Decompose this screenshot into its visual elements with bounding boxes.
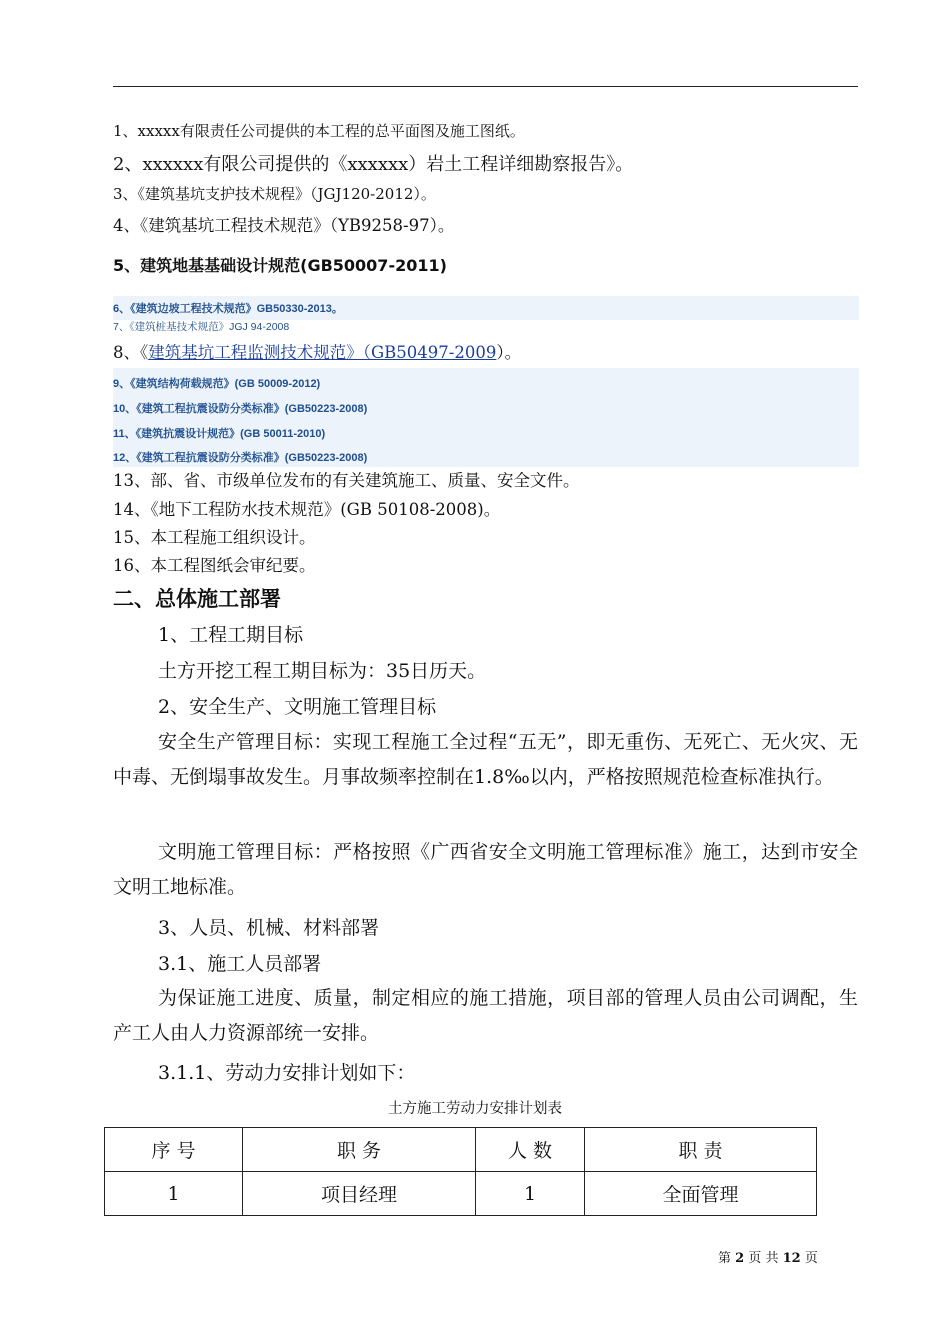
page-total: 12 (782, 1251, 801, 1266)
subheading-safety: 2、安全生产、文明施工管理目标 (158, 696, 437, 718)
ref-item-1: 1、xxxxx有限责任公司提供的本工程的总平面图及施工图纸。 (113, 122, 525, 140)
labor-table (104, 1127, 817, 1216)
header-no: 序 号 (105, 1128, 243, 1172)
section-heading: 二、总体施工部署 (113, 587, 281, 611)
header-rule (113, 86, 858, 87)
cell-duty: 全面管理 (585, 1172, 817, 1216)
cell-position: 项目经理 (243, 1172, 476, 1216)
table-header-row (105, 1128, 817, 1172)
safety-paragraph: 安全生产管理目标：实现工程施工全过程“五无”，即无重伤、无死亡、无火灾、无中毒、无倒塌事故发生。月事故频率控制在1.8‰以内，严格按照规范检查标准执行。 (113, 731, 858, 788)
ref-item-7: 7、《建筑桩基技术规范》JGJ 94-2008 (113, 321, 290, 333)
ref-item-11: 11、《建筑抗震设计规范》(GB 50011-2010) (113, 428, 326, 440)
ref-item-10: 10、《建筑工程抗震设防分类标准》(GB50223-2008) (113, 403, 368, 415)
table-row (105, 1172, 817, 1216)
subheading-resources: 3、人员、机械、材料部署 (158, 917, 380, 939)
ref-item-8-suffix: ）。 (496, 343, 522, 362)
ref-item-3: 3、《建筑基坑支护技术规程》（JGJ120-2012）。 (113, 185, 436, 203)
page-footer (718, 1247, 818, 1266)
personnel-paragraph: 为保证施工进度、质量，制定相应的施工措施，项目部的管理人员由公司调配，生产工人由人力资源部统一安排。 (113, 987, 858, 1044)
ref-item-12: 12、《建筑工程抗震设防分类标准》(GB50223-2008) (113, 452, 368, 464)
ref-item-5: 5、建筑地基基础设计规范(GB50007-2011) (113, 256, 447, 275)
footer-prefix: 第 (718, 1251, 732, 1266)
ref-item-15: 15、本工程施工组织设计。 (113, 528, 316, 547)
cell-count: 1 (476, 1172, 585, 1216)
ref-item-8-link[interactable]: 建筑基坑工程监测技术规范》（GB50497-2009 (148, 343, 497, 362)
schedule-text: 土方开挖工程工期目标为：35日历天。 (158, 660, 487, 682)
table-caption: 土方施工劳动力安排计划表 (388, 1101, 562, 1117)
header-count: 人 数 (476, 1128, 585, 1172)
ref-item-8-prefix: 8、《 (113, 343, 149, 362)
subheading-schedule: 1、工程工期目标 (158, 624, 304, 646)
ref-item-8 (113, 339, 521, 363)
civil-paragraph: 文明施工管理目标：严格按照《广西省安全文明施工管理标准》施工，达到市安全文明工地标准。 (113, 841, 858, 898)
ref-item-6: 6、《建筑边坡工程技术规范》GB50330-2013。 (113, 303, 343, 315)
ref-item-9: 9、《建筑结构荷载规范》(GB 50009-2012) (113, 378, 321, 390)
subheading-personnel: 3.1、施工人员部署 (158, 953, 322, 975)
ref-item-14: 14、《地下工程防水技术规范》(GB 50108-2008)。 (113, 500, 501, 519)
cell-no: 1 (105, 1172, 243, 1216)
footer-suffix: 页 (804, 1251, 818, 1266)
header-position: 职 务 (243, 1128, 476, 1172)
ref-item-4: 4、《建筑基坑工程技术规范》（YB9258-97）。 (113, 216, 455, 235)
ref-item-16: 16、本工程图纸会审纪要。 (113, 556, 316, 575)
ref-item-13: 13、部、省、市级单位发布的有关建筑施工、质量、安全文件。 (113, 471, 580, 490)
header-duty: 职 责 (585, 1128, 817, 1172)
subheading-labor-plan: 3.1.1、劳动力安排计划如下： (158, 1062, 416, 1084)
footer-mid: 页 共 (748, 1251, 779, 1266)
ref-item-2: 2、xxxxxx有限公司提供的《xxxxxx）岩土工程详细勘察报告》。 (113, 154, 634, 175)
page-number: 2 (735, 1251, 745, 1266)
